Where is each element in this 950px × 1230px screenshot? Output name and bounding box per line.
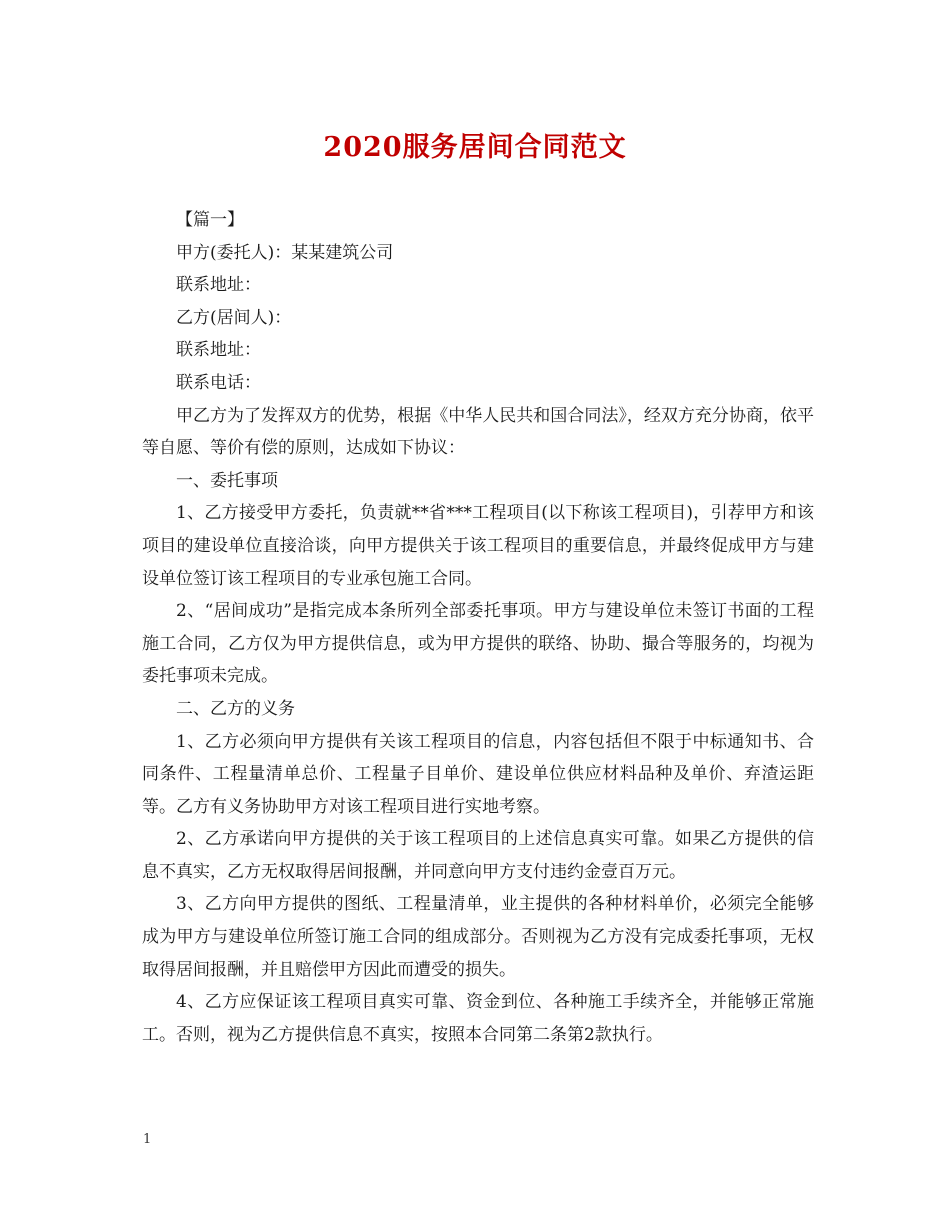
clause-2-4: 4、乙方应保证该工程项目真实可靠、资金到位、各种施工手续齐全，并能够正常施工。否则，视为乙方提供信息不真实，按照本合同第二条第2款执行。 [142,992,814,1045]
clause-2-3: 3、乙方向甲方提供的图纸、工程量清单，业主提供的各种材料单价，必须完全能够成为甲方与建设单位所签订施工合同的组成部分。否则视为乙方没有完成委托事项，无权取得居间报酬，并且赔偿甲方因此而遭受的损失。 [142,894,814,980]
party-a-address: 联系地址： [176,275,261,296]
party-a-line: 甲方(委托人)：某某建筑公司 [176,242,394,263]
party-b-line: 乙方(居间人)： [176,307,292,328]
clause-1-1: 1、乙方接受甲方委托，负责就**省***工程项目(以下称该工程项目)，引荐甲方和该项目的建设单位直接洽谈，向甲方提供关于该工程项目的重要信息，并最终促成甲方与建设单位签订该工程项目的专业承包施工合同。 [142,503,814,589]
document-body [142,204,814,1051]
party-b-phone: 联系电话： [176,372,261,393]
clause-1-2: 2、“居间成功”是指完成本条所列全部委托事项。甲方与建设单位未签订书面的工程施工合同，乙方仅为甲方提供信息，或为甲方提供的联络、协助、撮合等服务的，均视为委托事项未完成。 [142,601,814,687]
clause-2-1: 1、乙方必须向甲方提供有关该工程项目的信息，内容包括但不限于中标通知书、合同条件、工程量清单总价、工程量子目单价、建设单位供应材料品种及单价、弃渣运距等。乙方有义务协助甲方对该工程项目进行实地考察。 [142,731,814,817]
preamble-paragraph: 甲乙方为了发挥双方的优势，根据《中华人民共和国合同法》，经双方充分协商，依平等自愿、等价有偿的原则，达成如下协议： [142,405,814,459]
clause-heading-2: 二、乙方的义务 [176,698,295,719]
section-heading: 【篇一】 [176,210,244,230]
party-b-address: 联系地址： [176,340,261,361]
clause-heading-1: 一、委托事项 [176,470,278,491]
document-title: 2020服务居间合同范文 [323,132,627,163]
clause-2-2: 2、乙方承诺向甲方提供的关于该工程项目的上述信息真实可靠。如果乙方提供的信息不真实，乙方无权取得居间报酬，并同意向甲方支付违约金壹百万元。 [142,829,814,882]
page-number: 1 [143,1132,152,1147]
